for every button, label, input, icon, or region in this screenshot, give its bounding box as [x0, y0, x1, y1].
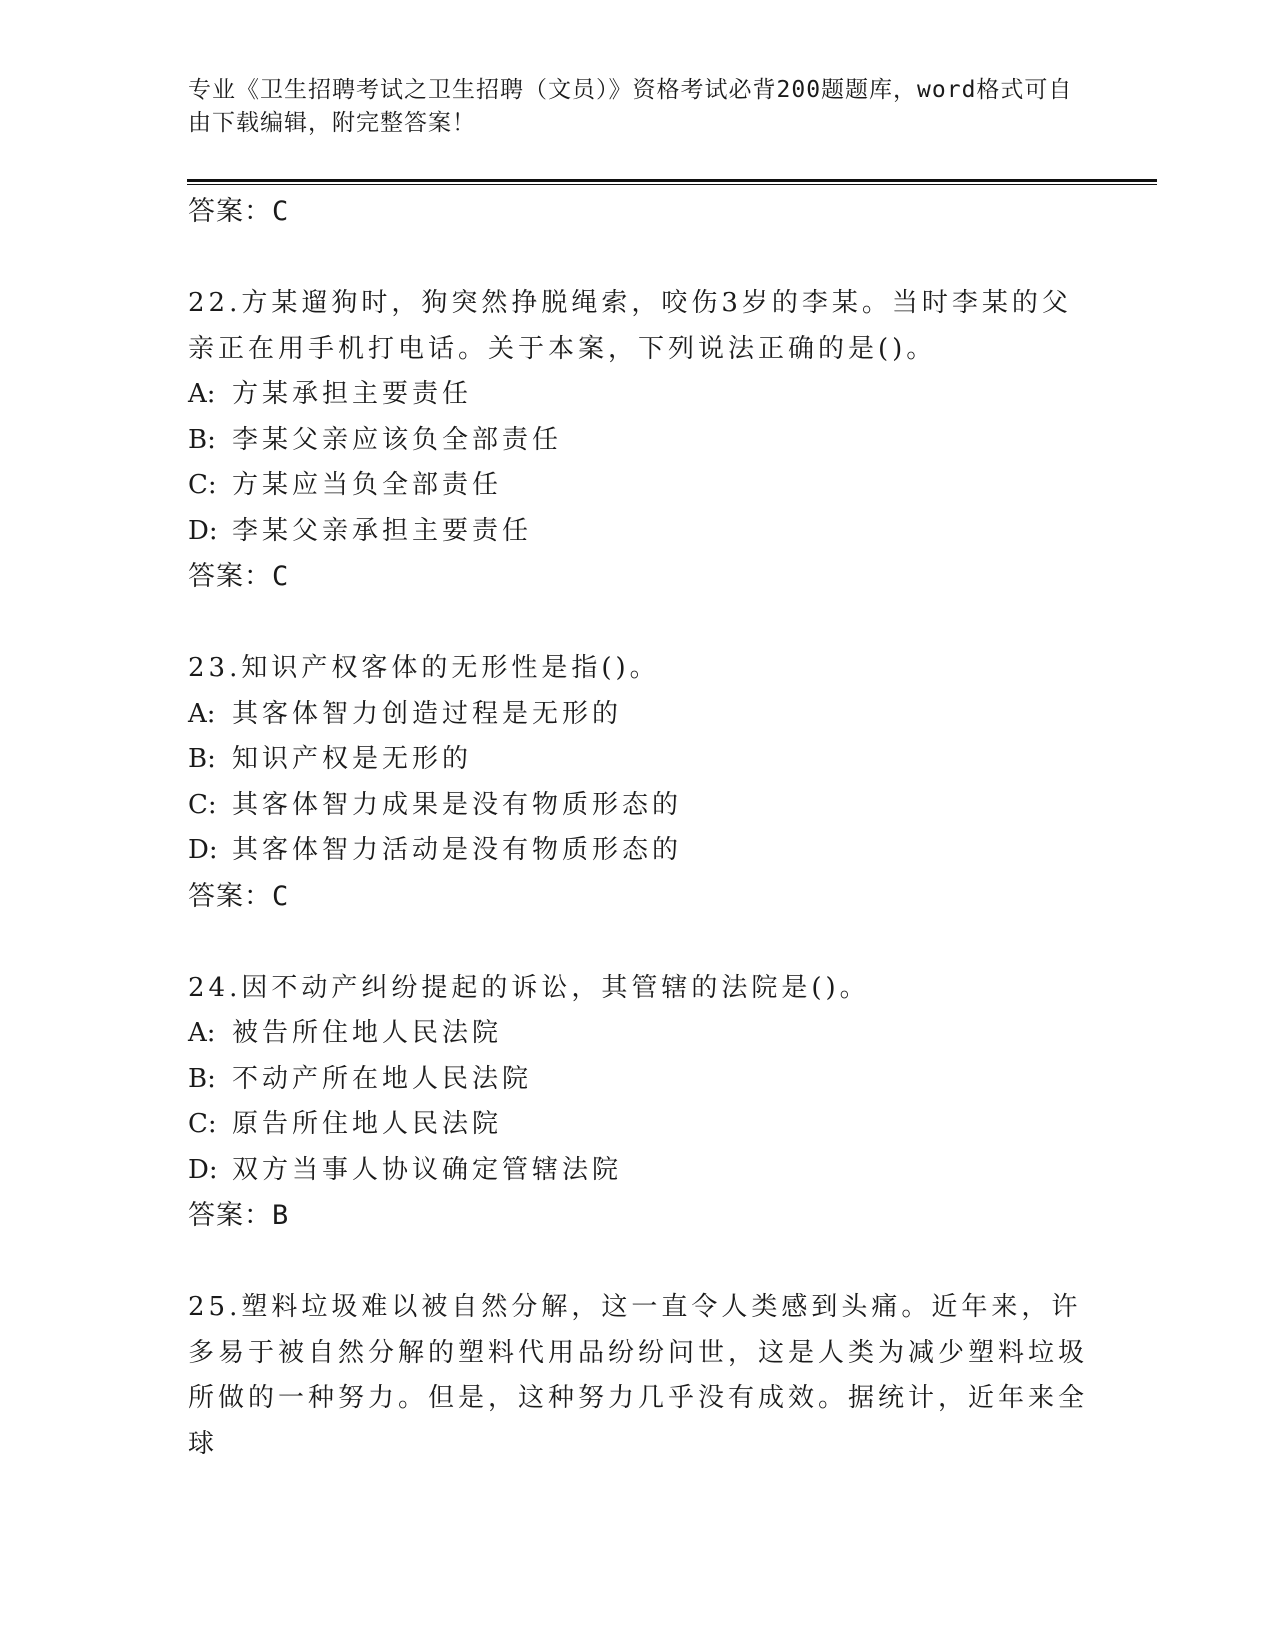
option-d: [188, 828, 1088, 874]
option-text: 李某父亲承担主要责任: [232, 515, 533, 546]
option-d: [188, 509, 1088, 555]
option-letter: C:: [188, 1109, 217, 1139]
option-text: 原告所住地人民法院: [232, 1109, 503, 1139]
option-d: [188, 1148, 1088, 1194]
option-text: 双方当事人协议确定管辖法院: [232, 1154, 623, 1185]
answer-value: C: [272, 196, 290, 227]
answer-value: B: [272, 1200, 290, 1231]
option-letter: A:: [188, 698, 216, 729]
option-letter: D:: [188, 835, 218, 865]
answer-line: [188, 554, 1088, 599]
option-a: [188, 1011, 1088, 1057]
answer-line: [188, 874, 1088, 919]
answer-line: [188, 189, 1088, 234]
option-c: [188, 463, 1088, 509]
question-list: [188, 189, 1088, 1467]
option-b: [188, 737, 1088, 783]
option-c: [188, 783, 1088, 829]
question-block: [188, 281, 1088, 599]
question-text: 23.知识产权客体的无形性是指()。: [188, 653, 660, 683]
option-text: 其客体智力创造过程是无形的: [232, 698, 623, 729]
answer-line: [188, 1193, 1088, 1238]
option-text: 方某承担主要责任: [232, 379, 473, 409]
option-letter: A:: [188, 1018, 216, 1048]
option-text: 李某父亲应该负全部责任: [232, 424, 563, 455]
option-letter: C:: [188, 470, 217, 500]
option-letter: D:: [188, 1154, 218, 1185]
option-a: [188, 692, 1088, 738]
option-text: 方某应当负全部责任: [232, 470, 503, 500]
question-block: [188, 1285, 1088, 1467]
question-block: [188, 646, 1088, 919]
option-letter: B:: [188, 424, 216, 455]
option-c: [188, 1102, 1088, 1148]
question-text: 22.方某遛狗时，狗突然挣脱绳索，咬伤3岁的李某。当时李某的父亲正在用手机打电话。关于本案，下列说法正确的是()。: [188, 288, 1072, 364]
option-letter: A:: [188, 379, 216, 409]
header-divider-thin: [187, 184, 1157, 185]
option-text: 知识产权是无形的: [232, 744, 473, 774]
option-b: [188, 418, 1088, 464]
document-header: 专业《卫生招聘考试之卫生招聘（文员）》资格考试必背200题题库，word格式可自由下载编辑，附完整答案！: [188, 77, 1073, 136]
option-letter: C:: [188, 789, 217, 820]
answer-value: C: [272, 561, 290, 592]
answer-value: C: [272, 880, 290, 912]
option-letter: B:: [188, 744, 216, 774]
option-a: [188, 372, 1088, 418]
option-letter: D:: [188, 515, 218, 546]
question-text: 25.塑料垃圾难以被自然分解，这一直令人类感到头痛。近年来，许多易于被自然分解的塑料代用品纷纷问世，这是人类为减少塑料垃圾所做的一种努力。但是，这种努力几乎没有成效。据统计，近年来全球: [188, 1292, 1089, 1459]
question-text: 24.因不动产纠纷提起的诉讼，其管辖的法院是()。: [188, 972, 870, 1003]
option-text: 被告所住地人民法院: [232, 1018, 503, 1048]
question-block: [188, 966, 1088, 1239]
answer-label: 答案：: [188, 880, 272, 912]
answer-label: 答案：: [188, 561, 272, 592]
answer-label: 答案：: [188, 1200, 272, 1231]
header-divider: [187, 179, 1157, 182]
option-text: 不动产所在地人民法院: [232, 1063, 533, 1094]
option-letter: B:: [188, 1063, 216, 1094]
option-text: 其客体智力活动是没有物质形态的: [232, 835, 683, 865]
option-text: 其客体智力成果是没有物质形态的: [232, 789, 683, 820]
answer-label: 答案：: [188, 196, 272, 227]
option-b: [188, 1057, 1088, 1103]
